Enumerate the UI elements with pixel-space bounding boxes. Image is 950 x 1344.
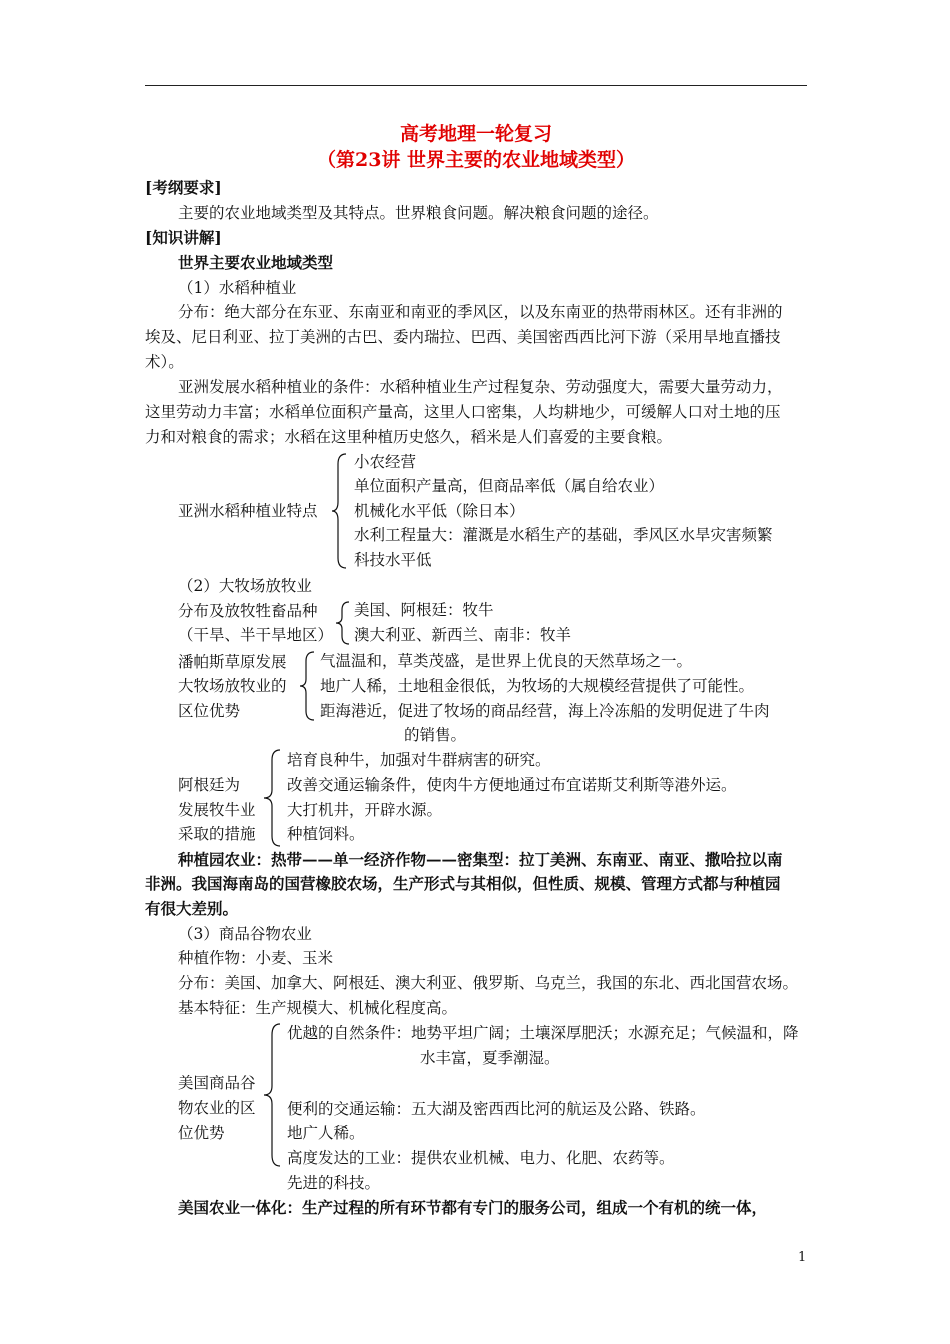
doc-title-line2: （第23讲 世界主要的农业地域类型） xyxy=(316,149,636,171)
argentina-label: 发展牧牛业 xyxy=(178,801,256,819)
plantation-line: 有很大差别。 xyxy=(145,899,239,918)
argentina-item: 改善交通运输条件，使肉牛方便地通过布宜诺斯艾利斯等港外运。 xyxy=(287,776,737,794)
rice-dist-line: 分布：绝大部分在东亚、东南亚和南亚的季风区，以及东南亚的热带雨林区。还有非洲的 xyxy=(178,303,783,321)
ranch-dist-item: 美国、阿根廷：牧牛 xyxy=(354,601,494,619)
pampas-item: 距海港近，促进了牧场的商品经营，海上冷冻船的发明促进了牛肉 xyxy=(320,702,770,720)
plantation-line: 种植园农业：热带——单一经济作物——密集型：拉丁美洲、东南亚、南亚、撒哈拉以南 xyxy=(178,850,783,869)
rice-feature-item: 科技水平低 xyxy=(354,551,432,569)
pampas-label: 区位优势 xyxy=(178,702,241,720)
ranch-dist-item: 澳大利亚、新西兰、南非：牧羊 xyxy=(354,626,572,644)
argentina-label: 阿根廷为 xyxy=(178,776,241,794)
grain-crops: 种植作物：小麦、玉米 xyxy=(178,949,334,967)
rice-feature-item: 机械化水平低（除日本） xyxy=(354,502,525,520)
argentina-item: 种植饲料。 xyxy=(287,825,365,843)
us-grain-item: 便利的交通运输：五大湖及密西西比河的航运及公路、铁路。 xyxy=(287,1100,706,1118)
argentina-item: 大打机井，开辟水源。 xyxy=(287,801,443,819)
us-grain-item: 水丰富，夏季潮湿。 xyxy=(420,1049,560,1067)
us-grain-label: 美国商品谷 xyxy=(178,1074,256,1092)
pampas-label: 潘帕斯草原发展 xyxy=(178,653,287,671)
pampas-brace xyxy=(298,650,318,722)
doc-title-line1: 高考地理一轮复习 xyxy=(399,123,552,145)
grain-basic: 基本特征：生产规模大、机械化程度高。 xyxy=(178,999,458,1017)
rice-cond-line: 力和对粮食的需求；水稻在这里种植历史悠久，稻米是人们喜爱的主要食粮。 xyxy=(145,428,673,446)
syllabus-heading: [考纲要求] xyxy=(145,178,222,197)
ranch-heading: （2）大牧场放牧业 xyxy=(178,577,312,595)
rice-feature-label: 亚洲水稻种植业特点 xyxy=(178,502,318,520)
argentina-label: 采取的措施 xyxy=(178,825,256,843)
rice-cond-line: 亚洲发展水稻种植业的条件：水稻种植业生产过程复杂、劳动强度大，需要大量劳动力， xyxy=(178,378,783,396)
knowledge-heading: [知识讲解] xyxy=(145,228,222,247)
us-grain-brace xyxy=(262,1022,284,1168)
rice-brace xyxy=(330,452,350,570)
rice-feature-item: 小农经营 xyxy=(354,453,417,471)
page-number: 1 xyxy=(798,1250,807,1265)
integration-line: 美国农业一体化：生产过程的所有环节都有专门的服务公司，组成一个有机的统一体， xyxy=(178,1198,768,1217)
pampas-item: 气温温和，草类茂盛，是世界上优良的天然草场之一。 xyxy=(320,652,693,670)
ranch-dist-brace xyxy=(334,600,352,646)
us-grain-label: 位优势 xyxy=(178,1124,225,1142)
header-rule xyxy=(145,85,807,86)
us-grain-item: 高度发达的工业：提供农业机械、电力、化肥、农药等。 xyxy=(287,1149,675,1167)
rice-feature-item: 水利工程量大：灌溉是水稻生产的基础，季风区水旱灾害频繁 xyxy=(354,526,773,544)
us-grain-item: 优越的自然条件：地势平坦广阔；土壤深厚肥沃；水源充足；气候温和，降 xyxy=(287,1024,799,1042)
ranch-dist-label: （干旱、半干旱地区） xyxy=(178,626,334,644)
rice-heading: （1）水稻种植业 xyxy=(178,279,297,297)
argentina-brace xyxy=(262,748,284,848)
pampas-label: 大牧场放牧业的 xyxy=(178,677,287,695)
knowledge-subheading: 世界主要农业地域类型 xyxy=(178,253,334,272)
syllabus-text: 主要的农业地域类型及其特点。世界粮食问题。解决粮食问题的途径。 xyxy=(178,204,659,222)
pampas-item: 地广人稀，土地租金很低，为牧场的大规模经营提供了可能性。 xyxy=(320,677,755,695)
argentina-item: 培育良种牛，加强对牛群病害的研究。 xyxy=(287,751,551,769)
grain-dist: 分布：美国、加拿大、阿根廷、澳大利亚、俄罗斯、乌克兰，我国的东北、西北国营农场。 xyxy=(178,974,799,992)
us-grain-item: 地广人稀。 xyxy=(287,1124,365,1142)
rice-dist-line: 埃及、尼日利亚、拉丁美洲的古巴、委内瑞拉、巴西、美国密西西比河下游（采用旱地直播技 xyxy=(145,328,781,346)
rice-cond-line: 这里劳动力丰富；水稻单位面积产量高，这里人口密集，人均耕地少，可缓解人口对土地的压 xyxy=(145,403,781,421)
ranch-dist-label: 分布及放牧牲畜品种 xyxy=(178,602,318,620)
us-grain-item: 先进的科技。 xyxy=(287,1174,381,1192)
rice-dist-line: 术）。 xyxy=(145,353,184,371)
us-grain-label: 物农业的区 xyxy=(178,1099,256,1117)
pampas-item: 的销售。 xyxy=(404,726,467,744)
rice-feature-item: 单位面积产量高，但商品率低（属自给农业） xyxy=(354,477,665,495)
plantation-line: 非洲。我国海南岛的国营橡胶农场，生产形式与其相似，但性质、规模、管理方式都与种植园 xyxy=(145,874,781,893)
grain-heading: （3）商品谷物农业 xyxy=(178,925,312,943)
